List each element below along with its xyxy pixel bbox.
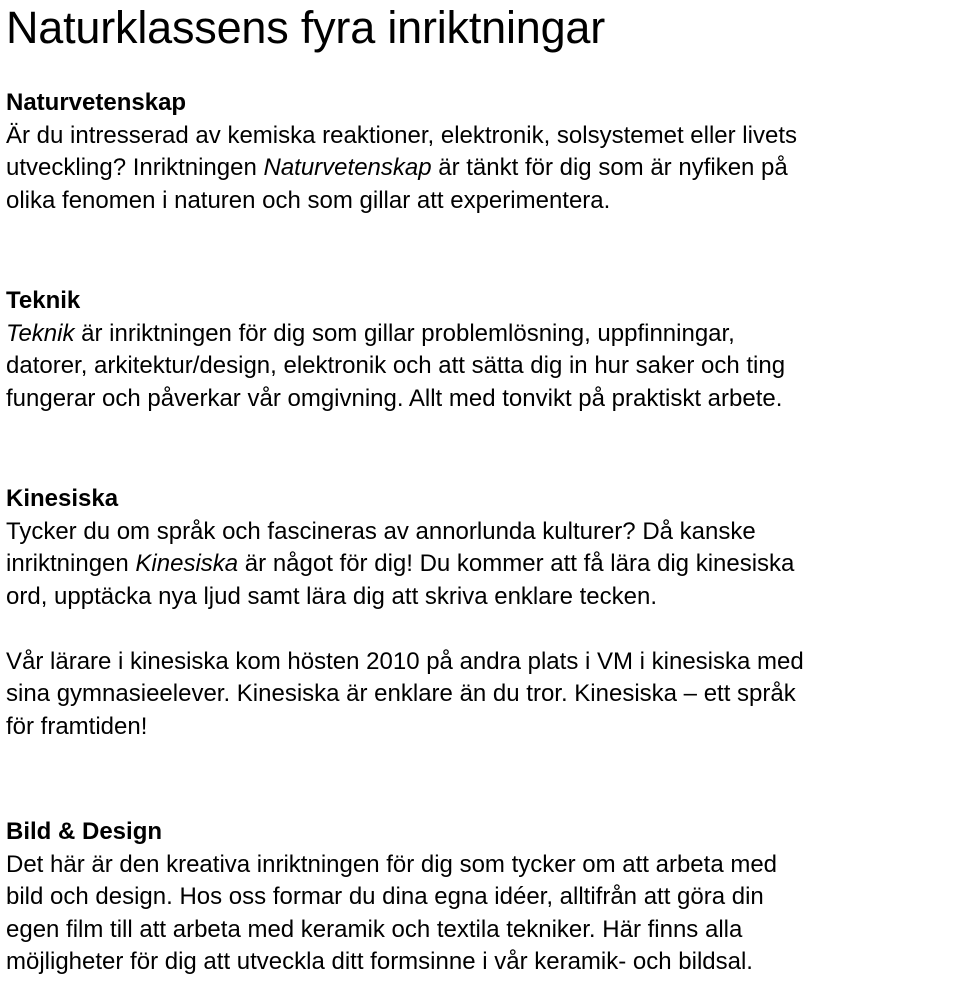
paragraph-line: egen film till att arbeta med keramik och textila tekniker. Här finns alla bbox=[6, 915, 743, 943]
paragraph-line: möjligheter för dig att utveckla ditt formsinne i vår keramik- och bildsal. bbox=[6, 948, 753, 975]
emphasis: Teknik bbox=[6, 319, 75, 347]
paragraph-line: datorer, arkitektur/design, elektronik och att sätta dig in hur saker och ting bbox=[6, 352, 786, 379]
section-heading: Kinesiska bbox=[6, 485, 119, 512]
paragraph-line: för framtiden! bbox=[6, 712, 148, 740]
paragraph-line: ord, upptäcka nya ljud samt lära dig att skriva enklare tecken. bbox=[6, 582, 657, 610]
paragraph-line: olika fenomen i naturen och som gillar att experimentera. bbox=[6, 186, 611, 214]
paragraph-line: inriktningen Kinesiska är något för dig! Du kommer att få lära dig kinesiska bbox=[6, 550, 795, 577]
paragraph-line: bild och design. Hos oss formar du dina egna idéer, alltifrån att göra din bbox=[6, 883, 764, 910]
paragraph-line: fungerar och påverkar vår omgivning. Allt med tonvikt på praktiskt arbete. bbox=[6, 384, 783, 412]
section-bild-design bbox=[6, 816, 960, 979]
section-naturvetenskap bbox=[6, 87, 960, 217]
section-kinesiska bbox=[6, 483, 960, 743]
emphasis: Naturvetenskap bbox=[263, 154, 432, 181]
page-title: Naturklassens fyra inriktningar bbox=[6, 2, 606, 53]
paragraph-line: utveckling? Inriktningen Naturvetenskap är tänkt för dig som är nyfiken på bbox=[6, 154, 788, 181]
paragraph-gap bbox=[6, 613, 960, 646]
section-teknik bbox=[6, 285, 960, 415]
paragraph-line: Vår lärare i kinesiska kom hösten 2010 på andra plats i VM i kinesiska med bbox=[6, 647, 804, 675]
paragraph-line: Är du intresserad av kemiska reaktioner, elektronik, solsystemet eller livets bbox=[6, 121, 797, 149]
paragraph-line: Det här är den kreativa inriktningen för dig som tycker om att arbeta med bbox=[6, 850, 778, 878]
section-heading: Naturvetenskap bbox=[6, 89, 187, 116]
paragraph-line: sina gymnasieelever. Kinesiska är enklare än du tror. Kinesiska – ett språk bbox=[6, 680, 796, 707]
emphasis: Kinesiska bbox=[135, 550, 239, 577]
section-heading: Bild & Design bbox=[6, 818, 163, 845]
paragraph-line: Tycker du om språk och fascineras av annorlunda kulturer? Då kanske bbox=[6, 517, 756, 545]
section-heading: Teknik bbox=[6, 287, 81, 314]
paragraph-line: Teknik är inriktningen för dig som gillar problemlösning, uppfinningar, bbox=[6, 319, 735, 347]
